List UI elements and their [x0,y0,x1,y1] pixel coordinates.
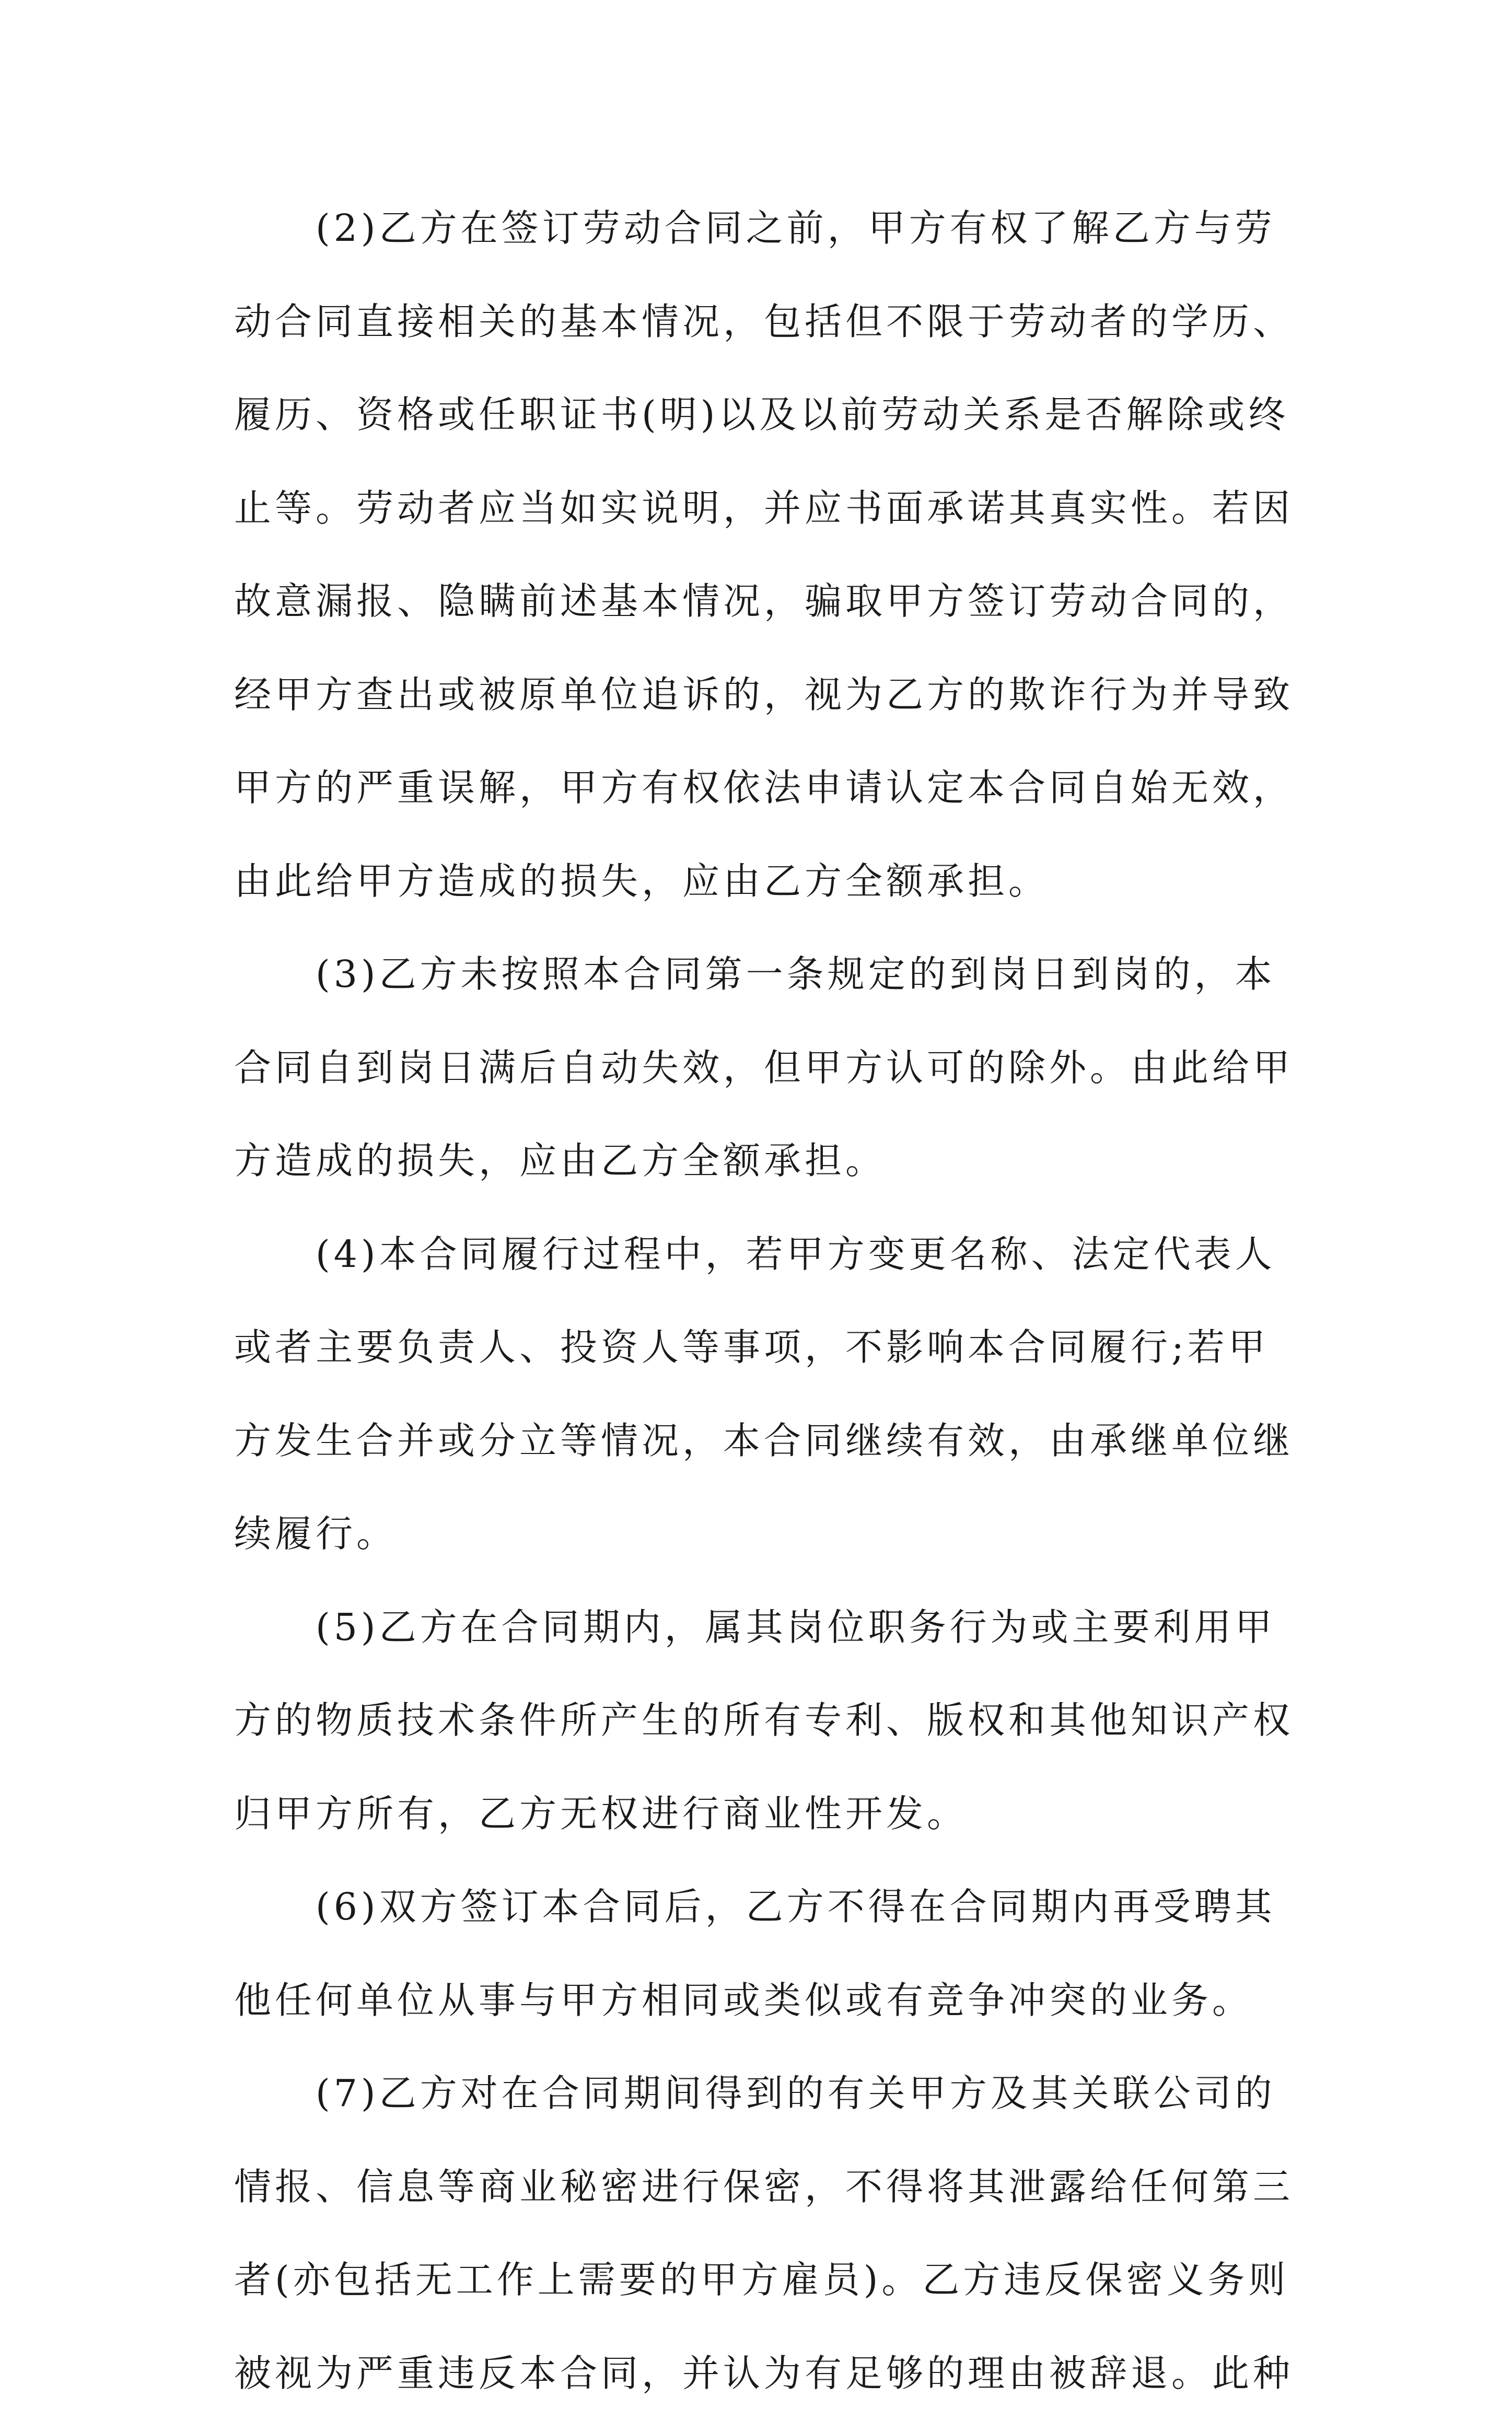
clause-3-paragraph [234,928,1310,1208]
clause-2-line-3: 履历、资格或任职证书(明)以及以前劳动关系是否解除或终 [234,368,1310,462]
clause-5-line-3: 归甲方所有，乙方无权进行商业性开发。 [234,1767,1310,1861]
clause-5-paragraph [234,1581,1310,1861]
clause-2-line-6: 经甲方查出或被原单位追诉的，视为乙方的欺诈行为并导致 [234,648,1310,742]
clause-7-line-1: (7)乙方对在合同期间得到的有关甲方及其关联公司的 [234,2047,1310,2140]
clause-6-line-1: (6)双方签订本合同后，乙方不得在合同期内再受聘其 [234,1860,1310,1954]
clause-3-line-3: 方造成的损失，应由乙方全额承担。 [234,1114,1310,1208]
clause-5-line-1: (5)乙方在合同期内，属其岗位职务行为或主要利用甲 [234,1581,1310,1674]
clause-6-paragraph [234,1860,1310,2047]
clause-3-line-2: 合同自到岗日满后自动失效，但甲方认可的除外。由此给甲 [234,1021,1310,1115]
clause-2-line-7: 甲方的严重误解，甲方有权依法申请认定本合同自始无效， [234,741,1310,835]
clause-2-line-1: (2)乙方在签订劳动合同之前，甲方有权了解乙方与劳 [234,182,1310,275]
clause-4-line-1: (4)本合同履行过程中，若甲方变更名称、法定代表人 [234,1208,1310,1301]
clause-4-line-2: 或者主要负责人、投资人等事项，不影响本合同履行;若甲 [234,1301,1310,1394]
clause-2-line-4: 止等。劳动者应当如实说明，并应书面承诺其真实性。若因 [234,462,1310,555]
clause-3-line-1: (3)乙方未按照本合同第一条规定的到岗日到岗的，本 [234,928,1310,1021]
clause-2-line-5: 故意漏报、隐瞒前述基本情况，骗取甲方签订劳动合同的， [234,555,1310,648]
clause-4-line-3: 方发生合并或分立等情况，本合同继续有效，由承继单位继 [234,1394,1310,1488]
clause-7-line-3: 者(亦包括无工作上需要的甲方雇员)。乙方违反保密义务则 [234,2233,1310,2327]
clause-4-paragraph [234,1208,1310,1581]
clause-4-line-4: 续履行。 [234,1487,1310,1581]
clause-7-paragraph [234,2047,1310,2420]
clause-7-line-2: 情报、信息等商业秘密进行保密，不得将其泄露给任何第三 [234,2140,1310,2234]
clause-7-line-4: 被视为严重违反本合同，并认为有足够的理由被辞退。此种 [234,2327,1310,2420]
clause-5-line-2: 方的物质技术条件所产生的所有专利、版权和其他知识产权 [234,1674,1310,1767]
clause-6-line-2: 他任何单位从事与甲方相同或类似或有竞争冲突的业务。 [234,1954,1310,2047]
clause-2-line-2: 动合同直接相关的基本情况，包括但不限于劳动者的学历、 [234,275,1310,369]
clause-2-line-8: 由此给甲方造成的损失，应由乙方全额承担。 [234,835,1310,928]
clause-2-paragraph [234,182,1310,928]
contract-body [234,182,1310,2420]
